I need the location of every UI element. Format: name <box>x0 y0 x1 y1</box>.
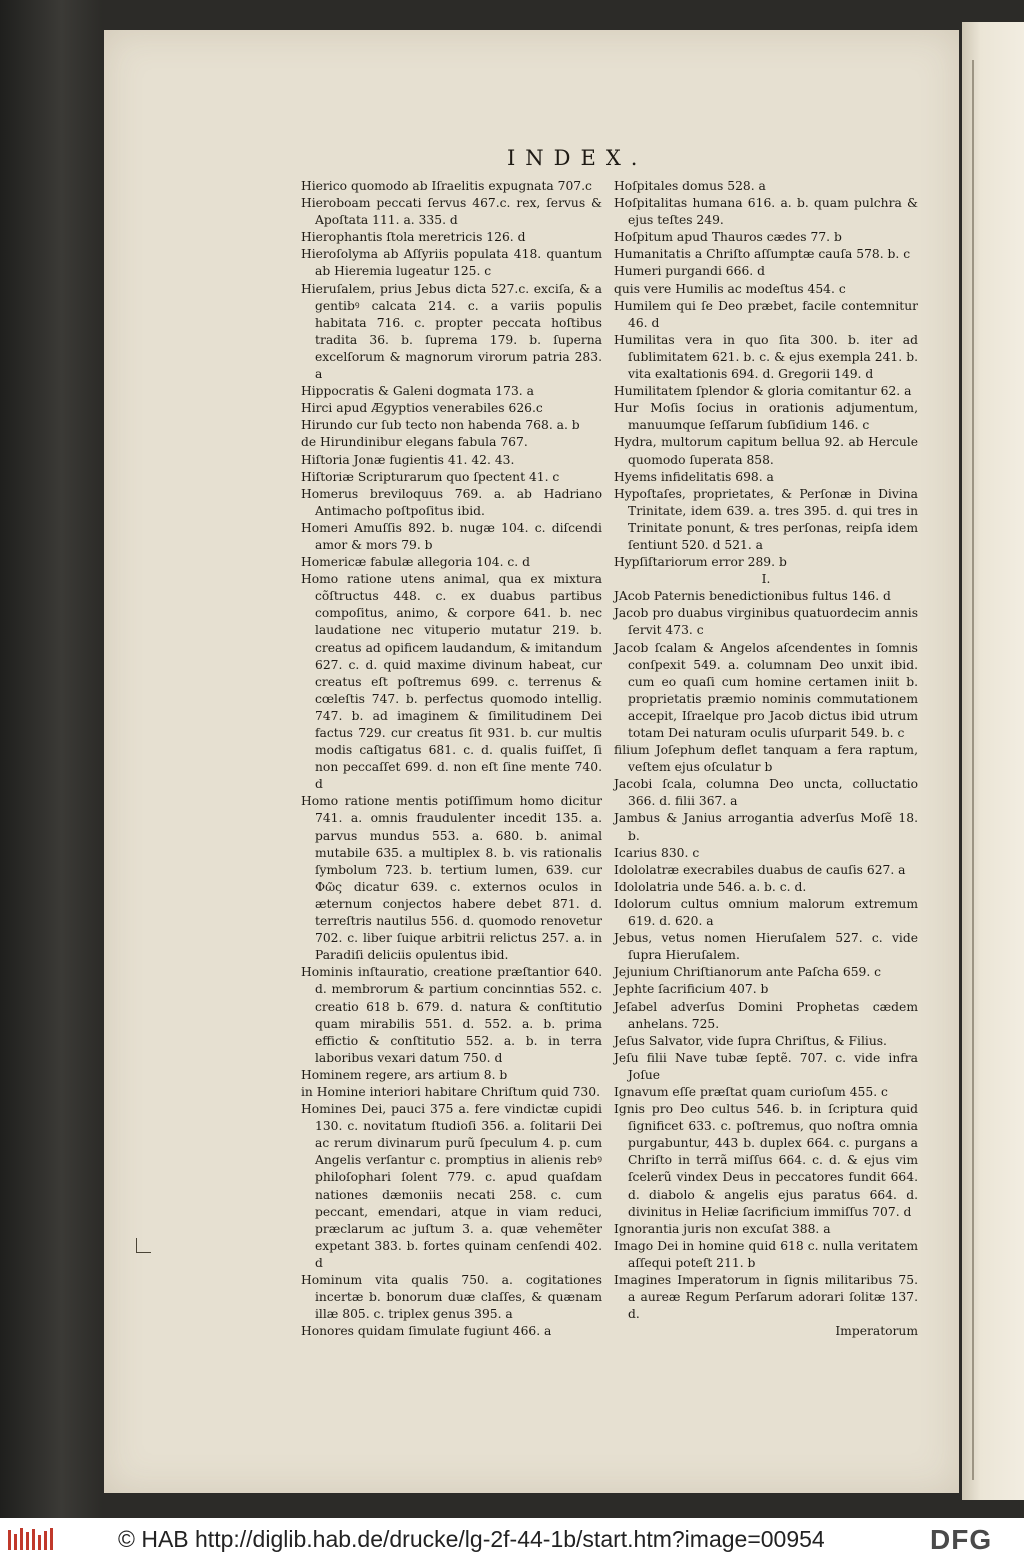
index-entry: Ignavum eſſe præſtat quam curioſum 455. c <box>614 1084 888 1099</box>
index-entry: Jeſu filii Nave tubæ ſeptẽ. 707. c. vide infra Joſue <box>614 1050 918 1082</box>
index-entry: Hominis inſtauratio, creatione præſtantior 640. d. membrorum & partium concinntias 552. c. creatio 618 b. 679. d. natura & conſtitutio quam mirabilis 551. d. 552. a. b. prima effictio & conſtitutio 552. a. b. in terra laboribus vexari datum 750. d <box>301 965 602 1065</box>
index-entry: Hirundo cur ſub tecto non habenda 768. a. b <box>301 418 580 433</box>
index-entry: filium Joſephum deflet tanquam a fera raptum, veſtem ejus oſculatur b <box>614 743 918 775</box>
index-entry: Hierophantis ſtola meretricis 126. d <box>301 230 526 245</box>
index-entry: Hieroboam peccati ſervus 467.c. rex, ſervus & Apoſtata 111. a. 335. d <box>301 196 602 228</box>
index-entry: Hieruſalem, prius Jebus dicta 527.c. exciſa, & a gentibꝰ calcata 214. c. a variis populis habitata 716. c. propter peccata hoſtibus tradita 36. b. ſuprema 179. b. ſuperna excelſorum & magnorum virorum patria 283. a <box>301 281 602 382</box>
index-entry: Idololatria unde 546. a. b. c. d. <box>614 879 807 894</box>
index-entry: Honores quidam ſimulate fugiunt 466. a <box>301 1324 552 1339</box>
index-entry: Hoſpitum apud Thauros cædes 77. b <box>614 230 842 245</box>
index-entry: Hur Moſis ſocius in orationis adjumentum, manuumque ſeſſarum ſubſidium 146. c <box>614 401 918 433</box>
index-entry: Homeri Amuſſis 892. b. nugæ 104. c. diſcendi amor & mors 79. b <box>301 520 602 552</box>
dfg-logo[interactable]: DFG <box>930 1524 993 1555</box>
index-entry: Hirci apud Ægyptios venerabiles 626.c <box>301 401 543 416</box>
index-entry: de Hirundinibur elegans fabula 767. <box>301 435 528 450</box>
index-entry: Homo ratione mentis potiſſimum homo dicitur 741. a. omnis fraudulenter incedit 135. a. parvus mundus 553. a. 680. b. animal mutabile 635. a multiplex 8. b. vis rationalis ſymbolum 723. b. tertium lumen, 639. cur Φῶς dicatur 639. c. externos oculos in æternum conjectos habere debet 871. d. terreſtris nautilus 556. d. quomodo renovetur 702. c. liber ſuique arbitrii relictus 257. a. in Paradiſi deliciis opulentus ibid. <box>301 794 602 963</box>
hab-logo-icon[interactable] <box>6 1526 92 1552</box>
copyright-url-text[interactable]: © HAB http://diglib.hab.de/drucke/lg-2f-44-1b/start.htm?image=00954 <box>118 1526 825 1552</box>
index-column-right <box>614 178 918 1340</box>
index-entry: Jeſabel adverſus Domini Prophetas cædem anhelans. 725. <box>614 999 918 1031</box>
index-entry: Homines Dei, pauci 375 a. fere vindictæ cupidi 130. c. novitatum ſtudioſi 356. a. ſolitarii Dei ac rerum divinarum purũ ſpeculum 4. p. cum Angelis verſantur c. promptius in alienis rebꝰ philoſophari ſolent 779. c. apud quaſdam nationes dæmoniis necati 258. c. cum peccant, emendari, atque in viam reduci, præclarum ac juſtum 3. a. quæ vehemẽter expetant 383. b. fortes quinam cenſendi 402. d <box>301 1102 602 1270</box>
index-entry: Jebus, vetus nomen Hieruſalem 527. c. vide ſupra Hieruſalem. <box>614 931 918 963</box>
index-entry: Ignorantia juris non excuſat 388. a <box>614 1221 831 1236</box>
index-entry: Homerus breviloquus 769. a. ab Hadriano Antimacho poſtpoſitus ibid. <box>301 486 602 518</box>
index-entry: Hiſtoria Jonæ fugientis 41. 42. 43. <box>301 452 515 467</box>
index-entry: Jeſus Salvator, vide ſupra Chriſtus, & Filius. <box>614 1033 887 1048</box>
index-entry: Jacob pro duabus virginibus quatuordecim annis ſervit 473. c <box>614 606 918 638</box>
index-entry: Hydra, multorum capitum bellua 92. ab Hercule quomodo ſuperata 858. <box>614 435 918 467</box>
index-entry: Jejunium Chriſtianorum ante Paſcha 659. c <box>614 965 882 980</box>
index-entry: Ignis pro Deo cultus 546. b. in ſcriptura quid ſignificet 633. c. poſtremus, quo noſtra omnia purgabuntur, 443 b. duplex 664. c. purgans a Chriſto in terrã miſſus 664. c. d. & ejus vim ſcelerũ vindex Deus in peccatores fundit 664. d. diabolo & angelis ejus paratus 664. d. divinitus in Heliæ ſacrificium immiſſus 707. d <box>614 1102 918 1219</box>
index-entry: Jacobi ſcala, columna Deo uncta, colluctatio 366. d. filii 367. a <box>614 777 918 809</box>
gutter-line <box>972 60 974 1480</box>
index-entry: Homo ratione utens animal, qua ex mixtura cõſtructus 448. c. ex duabus partibus compoſitus, animo, & corpore 641. b. nec laudatione nec vituperio mutatur 219. b. creatus ad opificem laudandum, & imitandum 627. c. d. quid maxime divinum habeat, cur creatus eſt poſtremus 699. c. terrenus & cœleſtis 747. b. perfectus quomodo intellig. 747. b. ad imaginem & ſimilitudinem Dei factus 729. cur creatus ſit 931. b. cur multis modis caſtigatus 681. c. d. qualis fuiſſet, ſi non peccaſſet 699. d. non eſt ſine mente 740. d <box>301 572 602 792</box>
index-entry: Hypſiſtariorum error 289. b <box>614 555 787 570</box>
index-entry: Hoſpitalitas humana 616. a. b. quam pulchra & ejus teſtes 249. <box>614 196 918 228</box>
index-entry: Hoſpitales domus 528. a <box>614 179 766 193</box>
index-entry: Hominum vita qualis 750. a. cogitationes incertæ b. bonorum duæ claſſes, & quænam illæ 805. c. triplex genus 395. a <box>301 1273 602 1322</box>
index-entry: Idololatræ execrabiles duabus de cauſis 627. a <box>614 862 906 877</box>
running-head: INDEX. <box>507 146 648 170</box>
index-column-left <box>301 178 602 1340</box>
index-entry: Jacob ſcalam & Angelos aſcendentes in ſomnis conſpexit 549. a. columnam Deo unxit ibid. cum eo quaſi cum homine certamen iniit b. proprietatis præmio nominis commutationem accepit, Iſraelque pro Jacob dictus ibid utrum totam Dei naturam oculis uſurparit 549. b. c <box>614 640 918 740</box>
index-entry: Humilitas vera in quo ſita 300. b. iter ad ſublimitatem 621. b. c. & ejus exempla 241. b. vita exaltationis 694. d. Gregorii 149. d <box>614 332 918 382</box>
index-entry: Idolorum cultus omnium malorum extremum 619. d. 620. a <box>614 896 918 929</box>
index-entry: Hierico quomodo ab Iſraelitis expugnata 707.c <box>301 179 592 193</box>
index-entry: Hypoſtaſes, proprietates, & Perſonæ in Divina Trinitate, idem 639. a. tres 395. d. qui tres in Trinitate ponunt, & tres perſonas, reipſa idem ſentiunt 520. d 521. a <box>614 486 918 552</box>
index-entry: Jambus & Janius arrogantia adverſus Moſẽ 18. b. <box>614 811 918 843</box>
index-entry: Hieroſolyma ab Aſſyriis populata 418. quantum ab Hieremia lugeatur 125. c <box>301 247 602 279</box>
index-entry: Hyems infidelitatis 698. a <box>614 469 774 484</box>
index-entry: Hiſtoriæ Scripturarum quo ſpectent 41. c <box>301 469 560 484</box>
catchword: Imperatorum <box>835 1324 918 1339</box>
index-entry: Hominem regere, ars artium 8. b <box>301 1067 508 1082</box>
index-entry: Jephte ſacrificium 407. b <box>614 982 769 997</box>
index-entry: Hippocratis & Galeni dogmata 173. a <box>301 384 534 399</box>
index-entry: Icarius 830. c <box>614 845 700 860</box>
margin-mark <box>136 1238 151 1253</box>
index-entry: Humilem qui ſe Deo præbet, facile contemnitur 46. d <box>614 298 918 330</box>
index-entry: Humeri purgandi 666. d <box>614 264 765 279</box>
index-entry: Homericæ fabulæ allegoria 104. c. d <box>301 555 530 570</box>
index-entry: JAcob Paternis benedictionibus fultus 146. d <box>614 589 891 604</box>
viewer-footer <box>0 1518 1024 1560</box>
index-entry: Imagines Imperatorum in ſignis militaribus 75. a aureæ Regum Perſarum adorari ſolitæ 137. d. <box>614 1273 918 1322</box>
index-entry: Imago Dei in homine quid 618 c. nulla veritatem aſſequi poteſt 211. b <box>614 1238 918 1270</box>
index-entry: quis vere Humilis ac modeſtus 454. c <box>614 281 846 296</box>
index-entry: Humilitatem ſplendor & gloria comitantur 62. a <box>614 384 912 399</box>
letter-heading: I. <box>761 572 771 587</box>
index-entry: Humanitatis a Chriſto aſſumptæ cauſa 578. b. c <box>614 247 911 262</box>
index-entry: in Homine interiori habitare Chriſtum quid 730. <box>301 1084 600 1099</box>
